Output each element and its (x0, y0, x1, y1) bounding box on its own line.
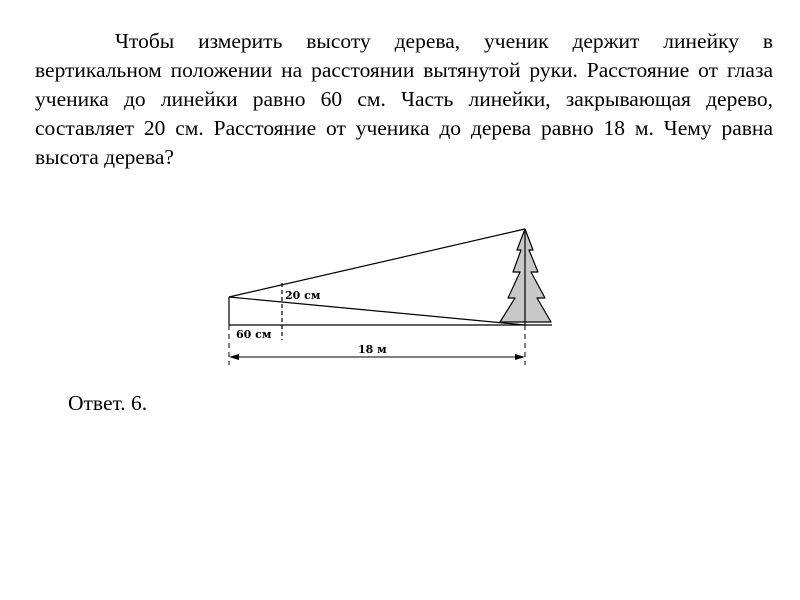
sight-line-bottom (229, 297, 525, 325)
label-18m: 18 м (358, 343, 387, 356)
problem-text: Чтобы измерить высоту дерева, ученик держит линейку в вертикальном положении на расстоянии вытянутой руки. Расстояние от глаза ученика до линейки равно 60 см. Часть линейки, закрывающая дерево, составляет 20 см. Расстояние от ученика до дерева равно 18 м. Чему равна высота дерева? (35, 29, 773, 169)
arrowhead-left-icon (229, 354, 239, 360)
label-20cm: 20 см (285, 289, 321, 302)
sight-line-top (229, 229, 525, 297)
answer-text: Ответ. 6. (68, 391, 148, 415)
arrowhead-right-icon (515, 354, 525, 360)
label-60cm: 60 см (236, 328, 272, 341)
